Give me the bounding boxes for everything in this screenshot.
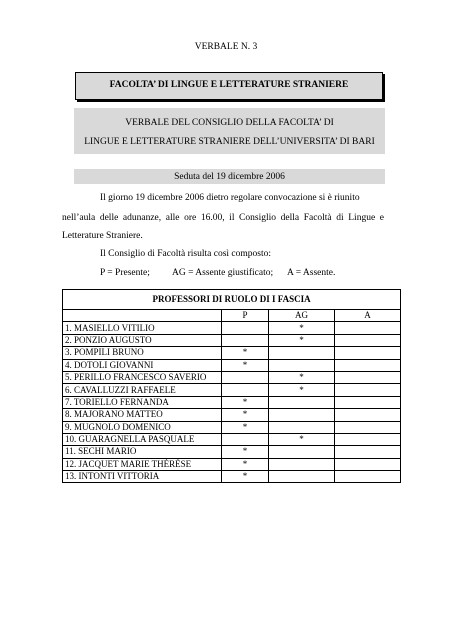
presence-p: * <box>222 446 269 458</box>
table-row <box>63 458 401 470</box>
presence-ag: * <box>269 384 335 396</box>
table-row <box>63 384 401 396</box>
presence-a <box>335 433 401 445</box>
composition-text: Il Consiglio di Facoltà risulta così composto: <box>100 249 271 259</box>
presence-a <box>335 396 401 408</box>
professor-name: 1. MASIELLO VITILIO <box>63 322 222 334</box>
presence-ag <box>269 421 335 433</box>
presence-p <box>222 334 269 346</box>
professor-name: 11. SECHI MARIO <box>63 446 222 458</box>
professor-name: 8. MAJORANO MATTEO <box>63 409 222 421</box>
presence-a <box>335 384 401 396</box>
professor-name: 7. TORIELLO FERNANDA <box>63 396 222 408</box>
table-row <box>63 359 401 371</box>
professor-name: 3. POMPILI BRUNO <box>63 347 222 359</box>
table-row <box>63 433 401 445</box>
seduta-date: Seduta del 19 dicembre 2006 <box>174 172 285 182</box>
presence-p <box>222 384 269 396</box>
legend-present: P = Presente; <box>100 268 150 278</box>
professor-name: 6. CAVALLUZZI RAFFAELE <box>63 384 222 396</box>
presence-ag: * <box>269 371 335 383</box>
seduta-box <box>74 169 385 184</box>
presence-a <box>335 359 401 371</box>
presence-ag <box>269 359 335 371</box>
faculty-title-box <box>75 72 383 100</box>
presence-p: * <box>222 359 269 371</box>
table-row <box>63 421 401 433</box>
verbale-title-line1: VERBALE DEL CONSIGLIO DELLA FACOLTA’ DI <box>125 118 334 128</box>
presence-a <box>335 446 401 458</box>
table-row <box>63 396 401 408</box>
column-header-p: P <box>222 310 269 322</box>
table-row <box>63 471 401 483</box>
presence-p <box>222 433 269 445</box>
attendance-table <box>62 289 401 483</box>
legend-absent: A = Assente. <box>287 268 336 278</box>
professor-name: 5. PERILLO FRANCESCO SAVERIO <box>63 371 222 383</box>
presence-p <box>222 322 269 334</box>
presence-ag <box>269 458 335 470</box>
column-header-ag: AG <box>269 310 335 322</box>
professor-name: 12. JACQUET MARIE THÉRÈSE <box>63 458 222 470</box>
table-row <box>63 409 401 421</box>
paragraph-line2: nell’aula delle adunanze, alle ore 16.00, il Consiglio della Facoltà di Lingue e <box>62 213 384 223</box>
presence-ag <box>269 396 335 408</box>
table-title: PROFESSORI DI RUOLO DI I FASCIA <box>63 290 401 310</box>
verbale-title-line2: LINGUE E LETTERATURE STRANIERE DELL’UNIVERSITA’ DI BARI <box>84 137 375 147</box>
professor-name: 2. PONZIO AUGUSTO <box>63 334 222 346</box>
presence-ag: * <box>269 433 335 445</box>
presence-a <box>335 458 401 470</box>
table-row <box>63 322 401 334</box>
table-row <box>63 371 401 383</box>
presence-a <box>335 322 401 334</box>
presence-p: * <box>222 347 269 359</box>
professor-name: 13. INTONTI VITTORIA <box>63 471 222 483</box>
presence-ag <box>269 446 335 458</box>
presence-p: * <box>222 396 269 408</box>
presence-p: * <box>222 421 269 433</box>
paragraph-line1: Il giorno 19 dicembre 2006 dietro regolare convocazione si è riunito <box>100 193 360 203</box>
table-title-row <box>63 290 401 310</box>
presence-a <box>335 371 401 383</box>
presence-p: * <box>222 471 269 483</box>
presence-p: * <box>222 458 269 470</box>
legend-justified: AG = Assente giustificato; <box>172 268 274 278</box>
presence-ag <box>269 347 335 359</box>
presence-ag: * <box>269 334 335 346</box>
header-name-cell <box>63 310 222 322</box>
column-header-a: A <box>335 310 401 322</box>
professor-name: 9. MUGNOLO DOMENICO <box>63 421 222 433</box>
professor-name: 10. GUARAGNELLA PASQUALE <box>63 433 222 445</box>
table-row <box>63 334 401 346</box>
verbale-number: VERBALE N. 3 <box>194 42 258 52</box>
table-header-row <box>63 310 401 322</box>
table-row <box>63 347 401 359</box>
paragraph-line3: Letterature Straniere. <box>62 231 143 241</box>
presence-a <box>335 347 401 359</box>
verbale-title-box <box>74 108 385 154</box>
presence-a <box>335 409 401 421</box>
presence-p <box>222 371 269 383</box>
faculty-title: FACOLTA’ DI LINGUE E LETTERATURE STRANIERE <box>109 80 349 90</box>
presence-a <box>335 334 401 346</box>
presence-p: * <box>222 409 269 421</box>
professor-name: 4. DOTOLI GIOVANNI <box>63 359 222 371</box>
table-row <box>63 446 401 458</box>
presence-a <box>335 421 401 433</box>
presence-ag <box>269 471 335 483</box>
presence-ag: * <box>269 322 335 334</box>
presence-ag <box>269 409 335 421</box>
presence-a <box>335 471 401 483</box>
